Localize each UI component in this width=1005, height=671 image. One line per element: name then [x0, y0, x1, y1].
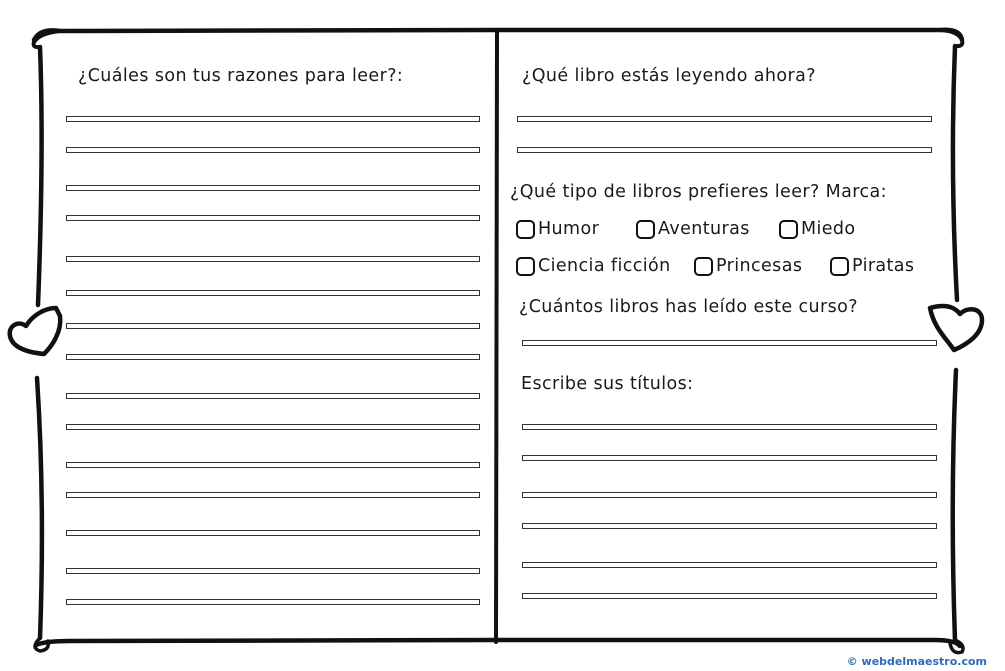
- option-ciencia-ficcion[interactable]: [516, 256, 671, 276]
- checkbox[interactable]: [516, 220, 535, 239]
- current-book-line[interactable]: [517, 147, 932, 153]
- option-label: Ciencia ficción: [538, 256, 671, 276]
- book-types-question: ¿Qué tipo de libros prefieres leer? Marca:: [510, 182, 887, 202]
- option-label: Humor: [538, 219, 600, 239]
- titles-question: Escribe sus títulos:: [521, 374, 694, 394]
- books-read-line[interactable]: [522, 340, 937, 346]
- checkbox[interactable]: [830, 257, 849, 276]
- title-line[interactable]: [522, 523, 937, 529]
- answer-line[interactable]: [66, 323, 480, 329]
- answer-line[interactable]: [66, 256, 480, 262]
- answer-line[interactable]: [66, 354, 480, 360]
- left-heart-icon: [4, 302, 66, 364]
- option-humor[interactable]: [516, 219, 599, 239]
- answer-line[interactable]: [66, 393, 480, 399]
- option-piratas[interactable]: [830, 256, 914, 276]
- current-book-question: ¿Qué libro estás leyendo ahora?: [522, 66, 816, 86]
- option-miedo[interactable]: [779, 219, 856, 239]
- answer-line[interactable]: [66, 492, 480, 498]
- checkbox[interactable]: [636, 220, 655, 239]
- books-read-question: ¿Cuántos libros has leído este curso?: [519, 297, 858, 317]
- answer-line[interactable]: [66, 116, 480, 122]
- current-book-line[interactable]: [517, 116, 932, 122]
- checkbox[interactable]: [694, 257, 713, 276]
- checkbox[interactable]: [779, 220, 798, 239]
- title-line[interactable]: [522, 593, 937, 599]
- answer-line[interactable]: [66, 568, 480, 574]
- answer-line[interactable]: [66, 530, 480, 536]
- option-label: Princesas: [716, 256, 803, 276]
- reasons-question: ¿Cuáles son tus razones para leer?:: [78, 66, 404, 86]
- title-line[interactable]: [522, 562, 937, 568]
- option-label: Piratas: [852, 256, 915, 276]
- right-heart-icon: [924, 300, 988, 356]
- answer-line[interactable]: [66, 185, 480, 191]
- option-aventuras[interactable]: [636, 219, 750, 239]
- answer-line[interactable]: [66, 290, 480, 296]
- answer-line[interactable]: [66, 599, 480, 605]
- answer-line[interactable]: [66, 462, 480, 468]
- checkbox[interactable]: [516, 257, 535, 276]
- answer-line[interactable]: [66, 215, 480, 221]
- answer-line[interactable]: [66, 424, 480, 430]
- option-label: Miedo: [801, 219, 856, 239]
- copyright-credit[interactable]: © webdelmaestro.com: [846, 655, 987, 668]
- title-line[interactable]: [522, 424, 937, 430]
- option-label: Aventuras: [658, 219, 750, 239]
- title-line[interactable]: [522, 455, 937, 461]
- answer-line[interactable]: [66, 147, 480, 153]
- title-line[interactable]: [522, 492, 937, 498]
- option-princesas[interactable]: [694, 256, 802, 276]
